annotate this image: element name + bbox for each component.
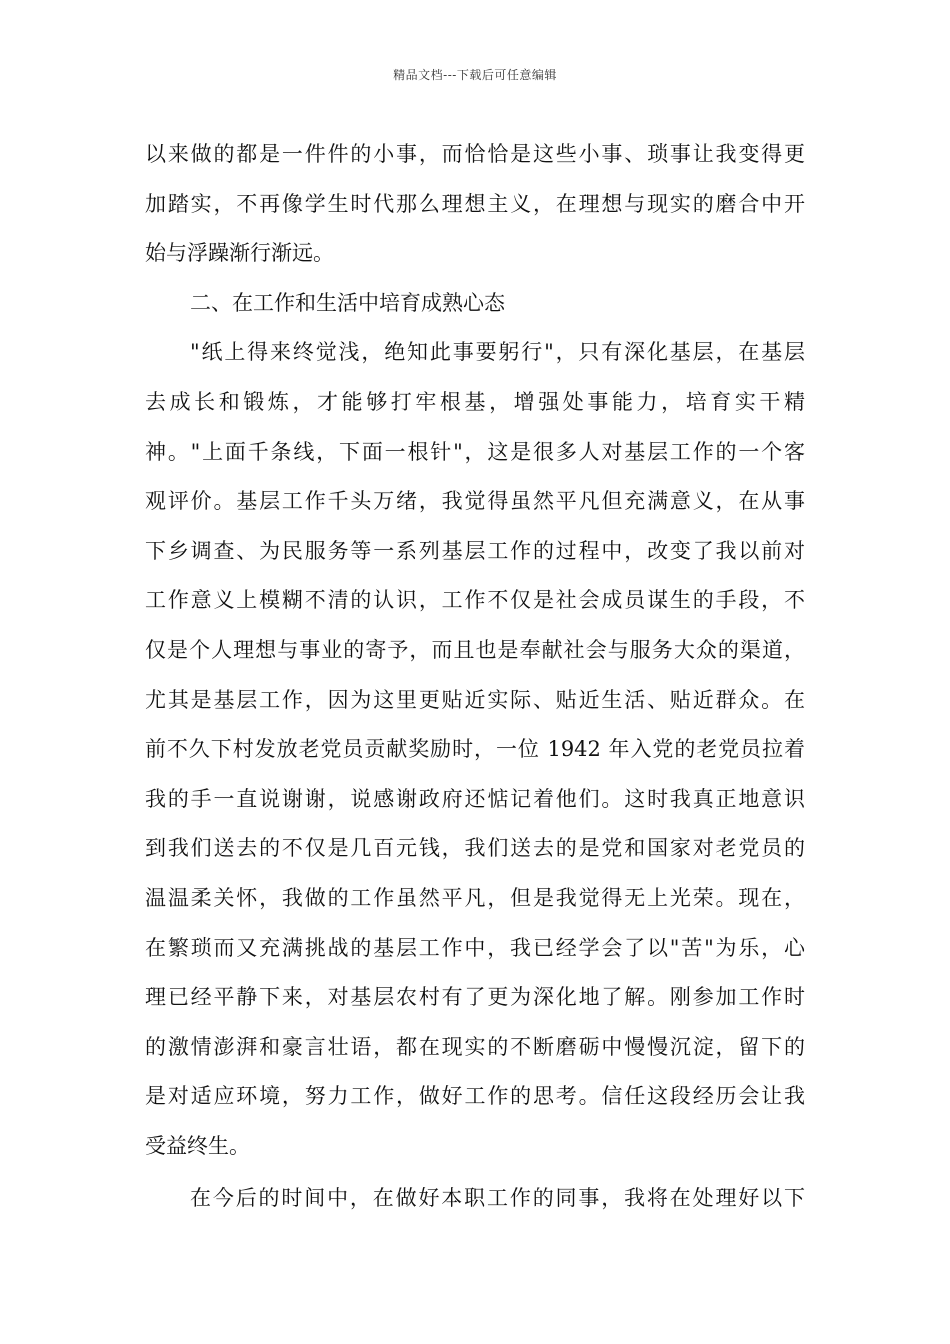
paragraph-line: "纸上得来终觉浅，绝知此事要躬行"，只有深化基层，在基层 <box>190 340 805 365</box>
paragraph-line: 前不久下村发放老党员贡献奖励时，一位 1942 年入党的老党员拉着 <box>145 737 805 762</box>
paragraph-2 <box>145 328 805 1171</box>
paragraph-line: 神。"上面千条线，下面一根针"，这是很多人对基层工作的一个客 <box>145 439 805 464</box>
page-header: 精品文档---下载后可任意编辑 <box>393 68 557 82</box>
paragraph-1 <box>145 130 805 279</box>
paragraph-line: 的激情澎湃和豪言壮语，都在现实的不断磨砺中慢慢沉淀，留下的 <box>145 1034 805 1059</box>
section-heading: 二、在工作和生活中培育成熟心态 <box>190 290 505 315</box>
paragraph-line: 去成长和锻炼，才能够打牢根基，增强处事能力，培育实干精 <box>145 389 805 414</box>
paragraph-line: 我的手一直说谢谢，说感谢政府还惦记着他们。这时我真正地意识 <box>145 786 805 811</box>
paragraph-line: 是对适应环境，努力工作，做好工作的思考。信任这段经历会让我 <box>145 1084 805 1109</box>
paragraph-line: 在今后的时间中，在做好本职工作的同事，我将在处理好以下 <box>190 1186 805 1211</box>
paragraph-line: 尤其是基层工作，因为这里更贴近实际、贴近生活、贴近群众。在 <box>145 687 805 712</box>
paragraph-line: 工作意义上模糊不清的认识，工作不仅是社会成员谋生的手段，不 <box>145 588 805 613</box>
paragraph-line: 下乡调查、为民服务等一系列基层工作的过程中，改变了我以前对 <box>145 538 805 563</box>
paragraph-line: 受益终生。 <box>145 1133 250 1158</box>
paragraph-line: 仅是个人理想与事业的寄予，而且也是奉献社会与服务大众的渠道， <box>145 637 805 662</box>
paragraph-3 <box>145 1174 805 1224</box>
paragraph-line: 观评价。基层工作千头万绪，我觉得虽然平凡但充满意义，在从事 <box>145 489 805 514</box>
paragraph-line: 理已经平静下来，对基层农村有了更为深化地了解。刚参加工作时 <box>145 985 805 1010</box>
paragraph-line: 加踏实，不再像学生时代那么理想主义，在理想与现实的磨合中开 <box>145 191 805 216</box>
paragraph-line: 始与浮躁渐行渐远。 <box>145 241 334 266</box>
paragraph-line: 以来做的都是一件件的小事，而恰恰是这些小事、琐事让我变得更 <box>145 142 805 166</box>
document-body <box>145 130 805 1224</box>
paragraph-line: 温温柔关怀，我做的工作虽然平凡，但是我觉得无上光荣。现在， <box>145 885 805 910</box>
paragraph-line: 在繁琐而又充满挑战的基层工作中，我已经学会了以"苦"为乐，心 <box>145 935 805 960</box>
paragraph-line: 到我们送去的不仅是几百元钱，我们送去的是党和国家对老党员的 <box>145 836 805 861</box>
